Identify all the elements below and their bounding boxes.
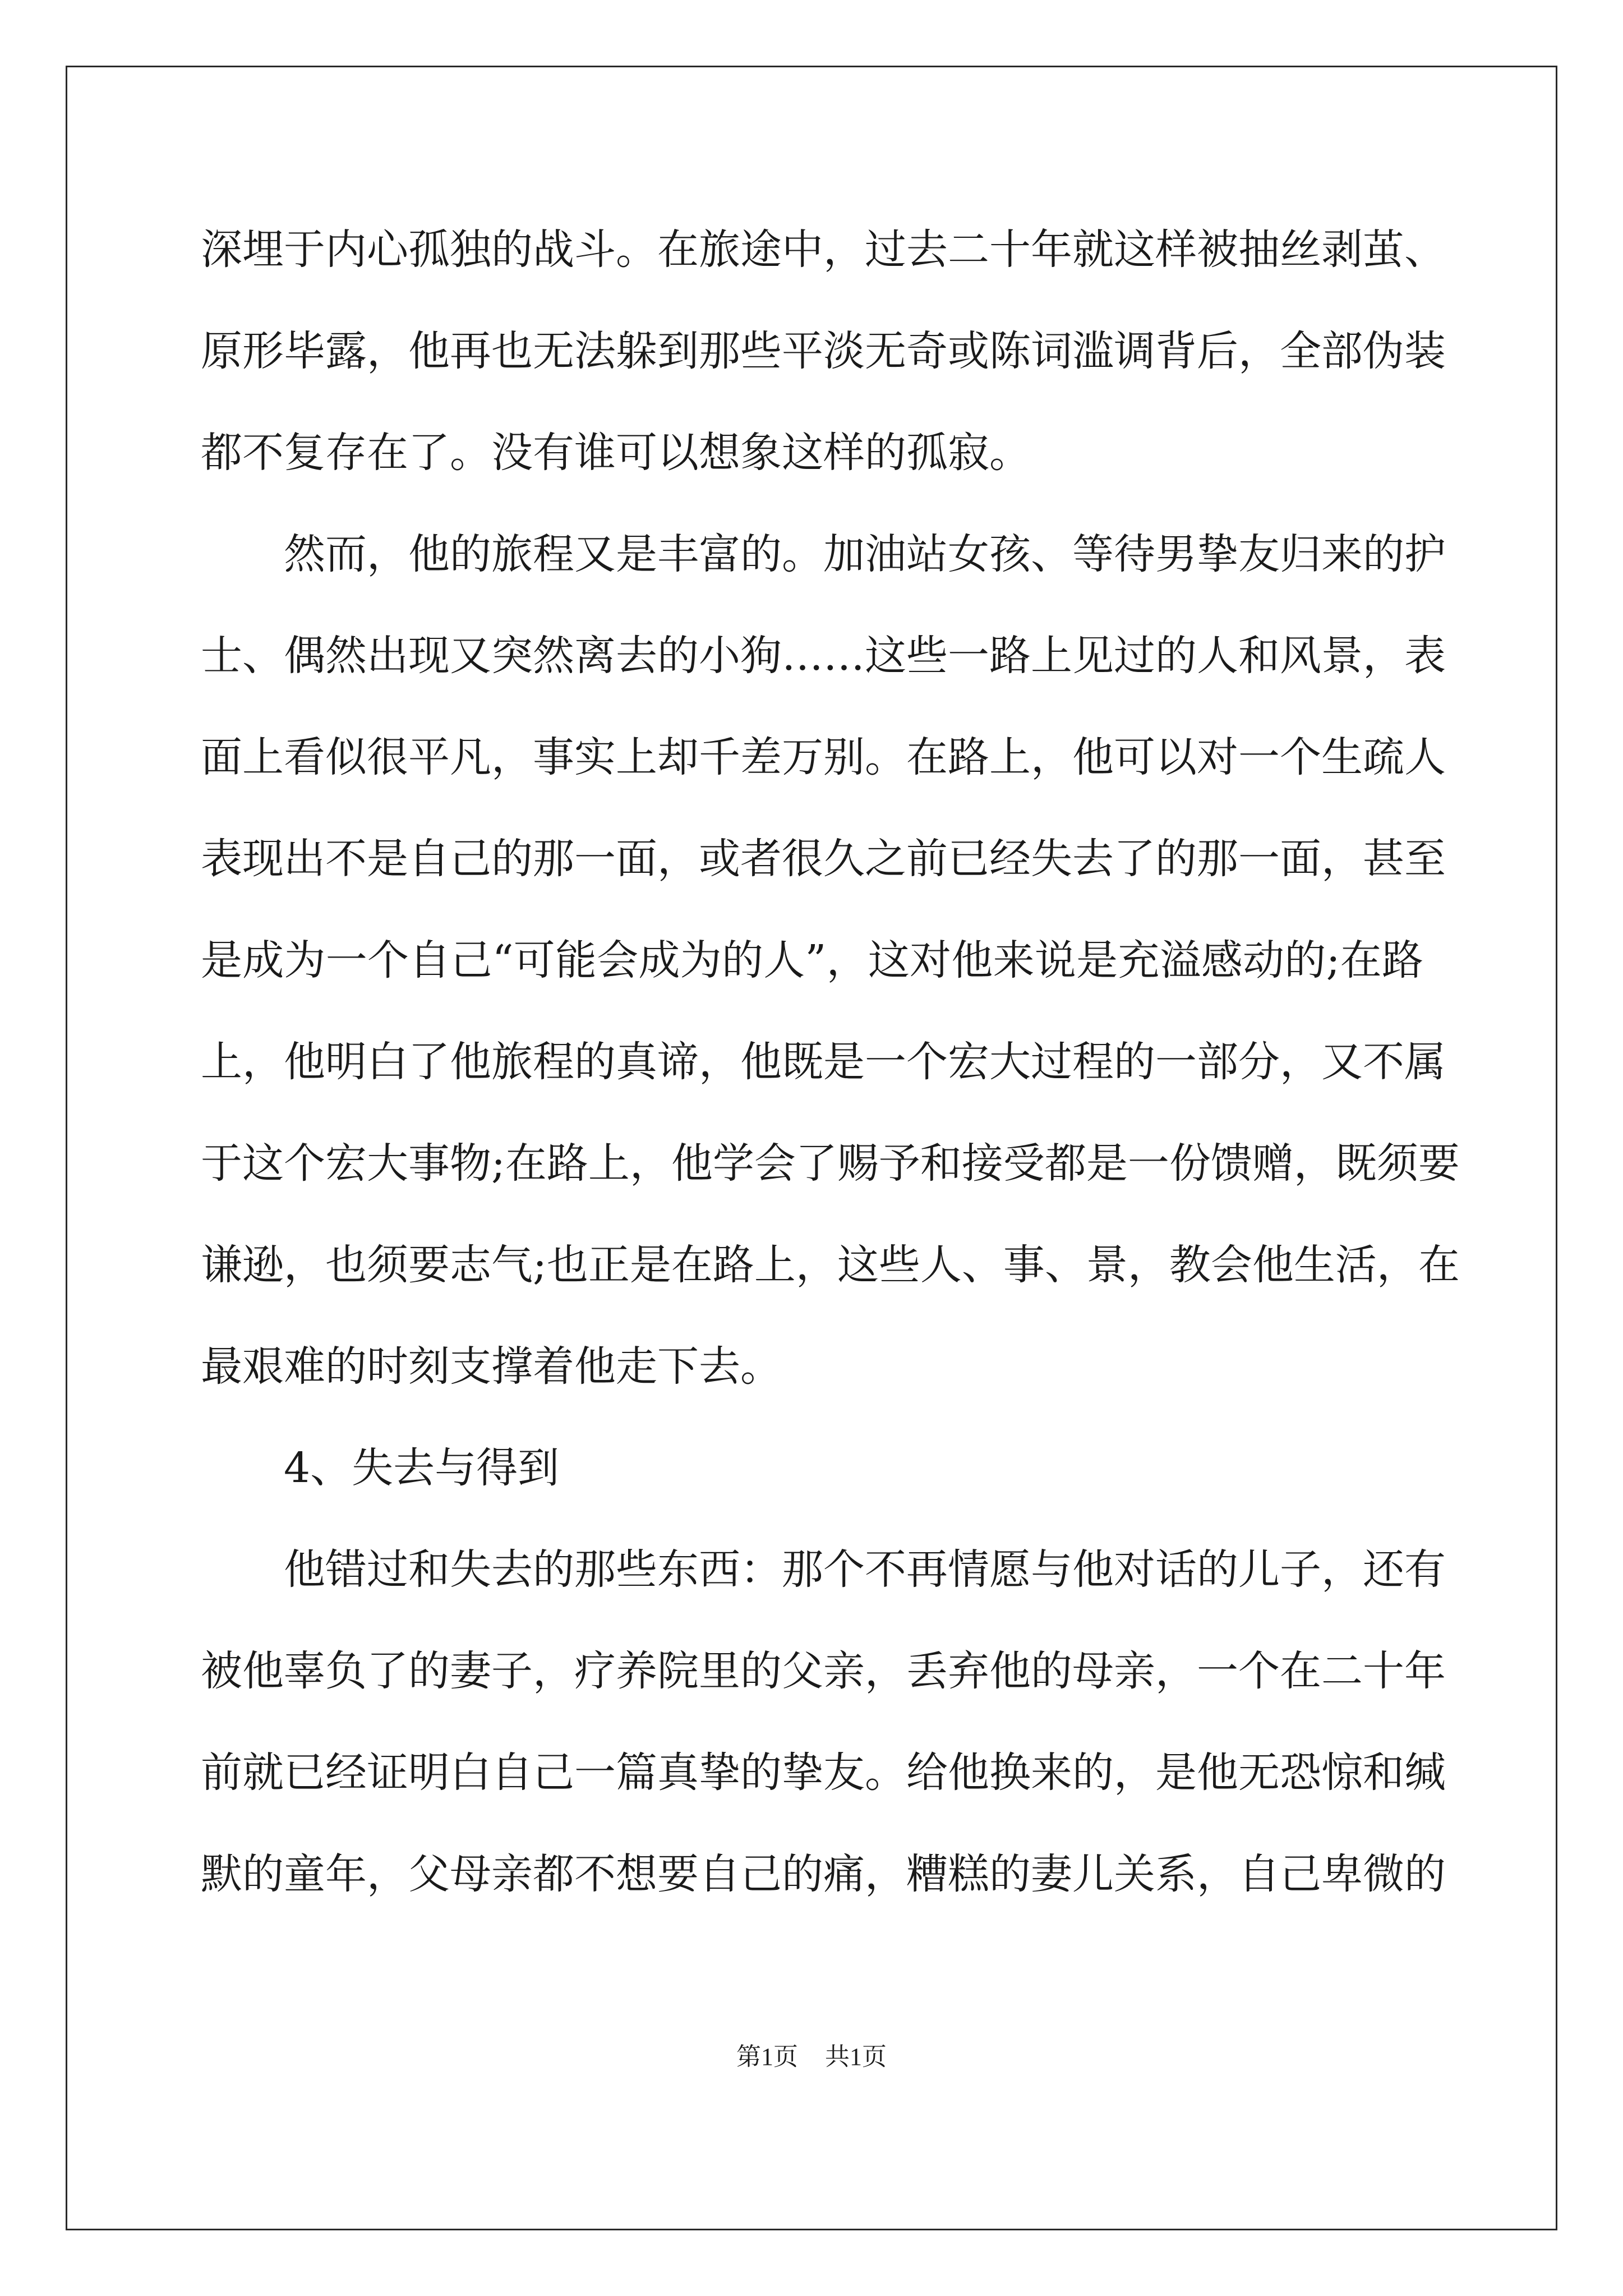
document-body [201,199,1460,1925]
text-line: 士、偶然出现又突然离去的小狗……这些一路上见过的人和风景，表 [201,632,1446,680]
page-footer [0,2036,1623,2072]
text-line: 都不复存在了。没有谁可以想象这样的孤寂。 [201,429,1031,477]
text-line: 他错过和失去的那些东西：那个不再情愿与他对话的儿子，还有 [284,1545,1446,1594]
text-line: 于这个宏大事物;在路上，他学会了赐予和接受都是一份馈赠，既须要 [201,1139,1460,1188]
section-heading: 4、失去与得到 [284,1444,560,1492]
page-total: 共1页 [825,2043,887,2070]
text-line: 最艰难的时刻支撑着他走下去。 [201,1342,782,1391]
text-line: 然而，他的旅程又是丰富的。加油站女孩、等待男挚友归来的护 [284,530,1446,578]
page-number: 第1页 [736,2043,798,2070]
text-line: 谦逊，也须要志气;也正是在路上，这些人、事、景，教会他生活，在 [201,1241,1460,1289]
text-line: 深埋于内心孤独的战斗。在旅途中，过去二十年就这样被抽丝剥茧、 [201,226,1446,274]
text-line: 被他辜负了的妻子，疗养院里的父亲，丢弃他的母亲，一个在二十年 [201,1647,1446,1695]
text-line: 面上看似很平凡，事实上却千差万别。在路上，他可以对一个生疏人 [201,733,1446,781]
text-line: 原形毕露，他再也无法躲到那些平淡无奇或陈词滥调背后，全部伪装 [201,327,1446,375]
text-line: 前就已经证明白自己一篇真挚的挚友。给他换来的，是他无恐惊和缄 [201,1749,1446,1797]
text-line: 默的童年，父母亲都不想要自己的痛，糟糕的妻儿关系，自己卑微的 [201,1850,1446,1898]
text-line: 表现出不是自己的那一面，或者很久之前已经失去了的那一面，甚至 [201,835,1446,883]
text-line: 是成为一个自己“可能会成为的人”，这对他来说是充溢感动的;在路 [201,936,1423,984]
text-line: 上，他明白了他旅程的真谛，他既是一个宏大过程的一部分，又不属 [201,1038,1446,1086]
